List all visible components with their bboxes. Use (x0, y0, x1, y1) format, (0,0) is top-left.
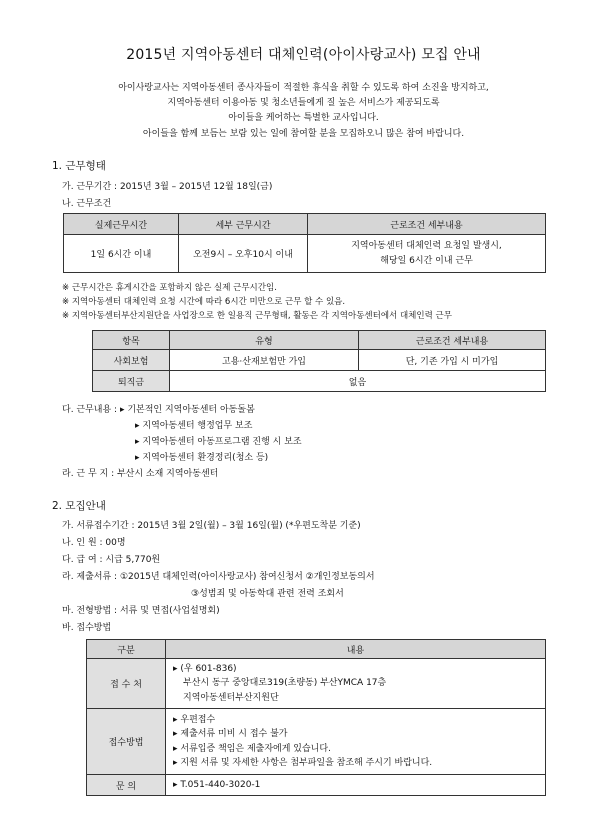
recruit-line: 가. 서류접수기간 : 2015년 3월 2일(월) – 3월 16일(월) (*우편도착분 기준) (62, 521, 361, 531)
note: ※ 지역아동센터 대체인력 요청 시간에 따라 6시간 미만으로 근무 할 수 있음. (62, 297, 346, 307)
table-cell (166, 659, 546, 709)
page-title: 2015년 지역아동센터 대체인력(아이사랑교사) 모집 안내 (126, 47, 481, 63)
table-header: 내용 (166, 640, 546, 659)
note: ※ 근무시간은 휴게시간을 포함하지 않은 실제 근무시간임. (62, 283, 277, 293)
intro-line: 아이사랑교사는 지역아동센터 종사자들이 적절한 휴식을 취할 수 있도록 하여 소진을 방지하고, (118, 83, 489, 93)
table-header: 세부 근무시간 (179, 214, 308, 235)
table-cell: ▸ T.051-440-3020-1 (166, 775, 546, 796)
table-header: 항목 (93, 331, 170, 350)
table-cell (166, 709, 546, 775)
cell-line: ▸ (우 601-836) (173, 663, 237, 674)
table-cell: 문 의 (87, 775, 166, 796)
table-header: 근로조건 세부내용 (359, 331, 546, 350)
table-header: 근로조건 세부내용 (308, 214, 546, 235)
work-content: 다. 근무내용 : ▸ 기본적인 지역아동센터 아동돌봄 (62, 405, 255, 415)
table-header: 유형 (170, 331, 359, 350)
work-conditions-table (63, 213, 546, 273)
cell-line: ▸ 우편접수 (173, 714, 216, 725)
table-cell: 퇴직금 (93, 371, 170, 392)
recruit-line: 마. 전형방법 : 서류 및 면접(사업설명회) (62, 606, 220, 616)
cell-line: ▸ 서류입증 책임은 제출자에게 있습니다. (173, 743, 331, 754)
table-cell: 1일 6시간 이내 (64, 235, 179, 273)
table-cell: 단, 기존 가입 시 미가입 (359, 350, 546, 371)
cell-line: 지역아동센터부산지원단 (183, 692, 279, 703)
recruit-line: 바. 접수방법 (62, 623, 112, 633)
table-cell: 고용·산재보험만 가입 (170, 350, 359, 371)
table-cell (308, 235, 546, 273)
section1-heading: 1. 근무형태 (52, 160, 106, 172)
work-conditions-label: 나. 근무조건 (62, 199, 112, 209)
recruit-line: 나. 인 원 : 00명 (62, 538, 126, 548)
recruit-line: ③성범죄 및 아동학대 관련 전력 조회서 (191, 589, 344, 599)
note: ※ 지역아동센터부산지원단을 사업장으로 한 일용직 근무형태, 활동은 각 지역아동센터에서 대체인력 근무 (62, 311, 452, 321)
insurance-table (92, 330, 546, 392)
cell-line: ▸ 지원 서류 및 자세한 사항은 첨부파일을 참조해 주시기 바랍니다. (173, 758, 433, 768)
intro-line: 아이들을 케어하는 특별한 교사입니다. (228, 113, 379, 124)
cell-line: ▸ 제출서류 미비 시 접수 불가 (173, 729, 288, 739)
work-item: ▸ 지역아동센터 행정업무 보조 (135, 421, 253, 431)
intro-line: 아이들을 함께 보듬는 보람 있는 일에 참여할 분을 모집하오니 많은 참여 바랍니다. (142, 128, 465, 139)
work-period: 가. 근무기간 : 2015년 3월 – 2015년 12월 18일(금) (62, 182, 273, 192)
table-cell: 없음 (170, 371, 546, 392)
cell-line: 지역아동센터 대체인력 요청일 발생시, (351, 241, 502, 251)
table-cell: 오전9시 – 오후10시 이내 (179, 235, 308, 273)
cell-line: 해당일 6시간 이내 근무 (380, 255, 473, 266)
cell-line: 부산시 동구 중앙대로319(초량동) 부산YMCA 17층 (183, 678, 387, 689)
table-cell: 접수방법 (87, 709, 166, 775)
table-cell: 사회보험 (93, 350, 170, 371)
work-item: ▸ 지역아동센터 아동프로그램 진행 시 보조 (135, 437, 302, 447)
intro-line: 지역아동센터 이용아동 및 청소년들에게 질 높은 서비스가 제공되도록 (167, 98, 440, 109)
work-item: ▸ 지역아동센터 환경정리(청소 등) (135, 453, 269, 463)
table-header: 구분 (87, 640, 166, 659)
application-table (86, 639, 546, 796)
section2-heading: 2. 모집안내 (52, 500, 106, 512)
recruit-line: 다. 급 여 : 시급 5,770원 (62, 555, 161, 565)
intro-paragraph (0, 81, 607, 142)
recruit-line: 라. 제출서류 : ①2015년 대체인력(아이사랑교사) 참여신청서 ②개인정보동의서 (62, 572, 375, 582)
table-cell: 접 수 처 (87, 659, 166, 709)
table-header: 실제근무시간 (64, 214, 179, 235)
workplace: 라. 근 무 지 : 부산시 소재 지역아동센터 (62, 469, 219, 479)
